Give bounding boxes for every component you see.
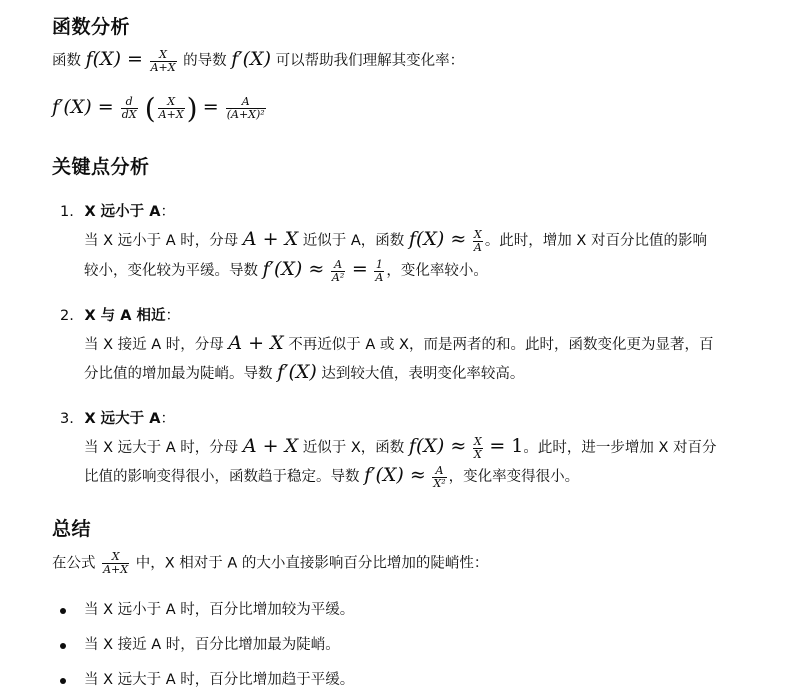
- summary-fraction: $\frac{X}{A+X}$: [103, 550, 129, 576]
- item-3-line-1: 当 X 远大于 A 时，分母 A + X 近似于 X，函数 f(X) ≈ $\frac{X}{X}$ = 1。此时，进一步增加 X 对百分: [84, 434, 717, 461]
- derivative-formula: f′(X) = $\frac{d}{dX}$ ( $\frac{X}{A+X}$ ) = $\frac{A}{\text{(A+X)²}}$: [52, 92, 265, 125]
- item-title: X 远大于 A: [84, 411, 161, 427]
- bullet-dot: [60, 608, 66, 614]
- intro-text: 函数: [52, 53, 81, 69]
- intro-text-post: 可以帮助我们理解其变化率：: [275, 53, 465, 69]
- item-1-line-2: 较小，变化较为平缓。导数 f′(X) ≈ $\frac{A}{\text{A²}}$ = $\frac{1}{A}$ ，变化率较小。: [84, 257, 488, 284]
- item-title: X 与 A 相近: [84, 308, 166, 324]
- formula-equals: =: [202, 96, 219, 118]
- formula-result: $\frac{A}{\text{(A+X)²}}$: [226, 95, 265, 121]
- item-title: X 远小于 A: [84, 204, 161, 220]
- bullet-dot: [60, 643, 66, 649]
- section-title-summary: 总结: [52, 518, 92, 540]
- list-item-3: 3. X 远大于 A：: [60, 411, 175, 427]
- section-title-keypoints: 关键点分析: [52, 156, 150, 178]
- intro-paragraph: [52, 48, 464, 74]
- item-1-line-1: 当 X 远小于 A 时，分母 A + X 近似于 A，函数 f(X) ≈ $\frac{X}{A}$ 。此时，增加 X 对百分比值的影响: [84, 227, 707, 254]
- summary-bullet-3: 当 X 远大于 A 时，百分比增加趋于平缓。: [84, 672, 355, 688]
- item-2-line-1: 当 X 接近 A 时，分母 A + X 不再近似于 A 或 X，而是两者的和。此时，函数变化更为显著，百: [84, 332, 714, 354]
- intro-function: f(X) =: [85, 48, 143, 70]
- intro-derivative: f′(X): [231, 48, 271, 70]
- bullet-dot: [60, 678, 66, 684]
- summary-bullet-1: 当 X 远小于 A 时，百分比增加较为平缓。: [84, 602, 355, 618]
- formula-inner-fraction: $\frac{X}{A+X}$: [158, 95, 184, 121]
- intro-fraction: $\frac{X}{A+X}$: [150, 47, 176, 74]
- summary-paragraph: 在公式 $\frac{X}{A+X}$ 中，X 相对于 A 的大小直接影响百分比增加的陡峭性：: [52, 550, 489, 576]
- item-2-line-2: 分比值的增加最为陡峭。导数 f′(X) 达到较大值，表明变化率较高。: [84, 361, 525, 383]
- item-3-line-2: 比值的影响变得很小，函数趋于稳定。导数 f′(X) ≈ $\frac{A}{\text{X²}}$ ，变化率变得很小。: [84, 463, 580, 490]
- summary-bullet-2: 当 X 接近 A 时，百分比增加最为陡峭。: [84, 637, 340, 653]
- list-item-1: 1. X 远小于 A：: [60, 204, 175, 220]
- formula-d-operator: $\frac{d}{dX}$: [121, 95, 137, 121]
- list-item-2: 2. X 与 A 相近：: [60, 308, 180, 324]
- intro-text-mid: 的导数: [183, 53, 227, 69]
- item-number: 2.: [60, 308, 74, 324]
- formula-lhs: f′(X) =: [52, 96, 114, 118]
- item-number: 1.: [60, 204, 74, 220]
- section-title-analysis: 函数分析: [52, 16, 131, 38]
- item-number: 3.: [60, 411, 74, 427]
